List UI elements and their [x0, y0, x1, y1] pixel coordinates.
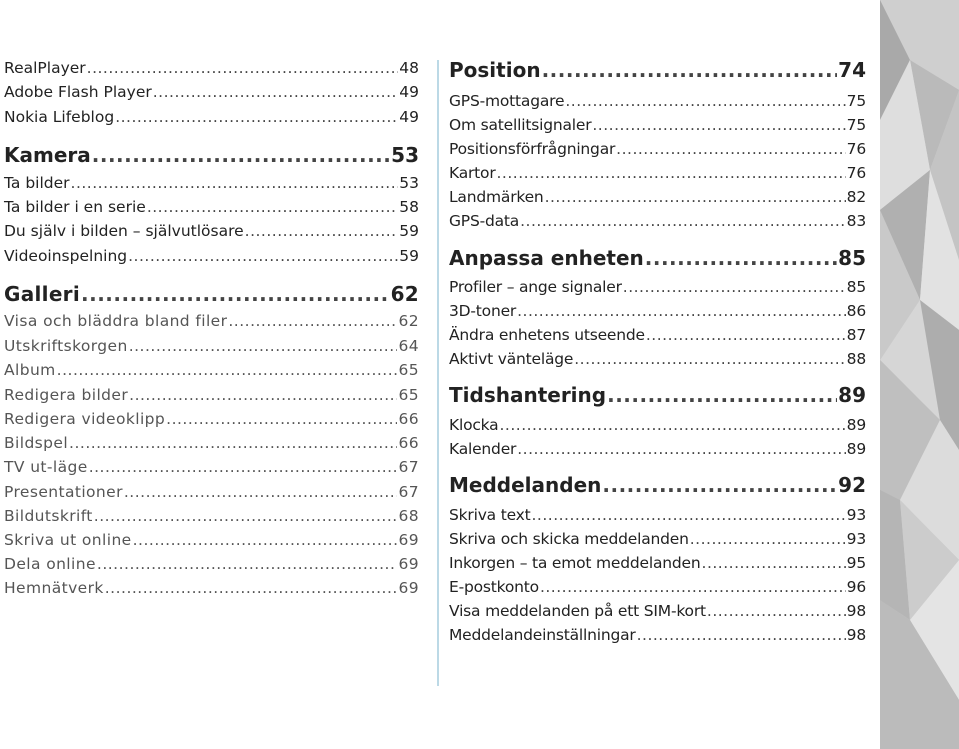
toc-entry-ta-bilder-i-en-serie[interactable]	[4, 200, 419, 216]
toc-entry-title: Galleri	[4, 282, 81, 306]
toc-entry-title: Profiler – ange signaler	[449, 278, 622, 296]
toc-entry-page: 53	[399, 174, 419, 192]
toc-entry-page: 89	[838, 383, 866, 407]
toc-entry-title: Album	[4, 361, 56, 379]
toc-entry-title: Ändra enhetens utseende	[449, 326, 645, 344]
toc-entry-page: 48	[399, 59, 419, 77]
toc-entry-page: 66	[398, 410, 419, 428]
toc-dot-leader	[540, 580, 846, 596]
toc-dot-leader	[147, 200, 398, 216]
toc-entry-title: Dela online	[4, 555, 96, 573]
toc-entry-kalender[interactable]	[449, 442, 866, 458]
toc-entry-page: 66	[398, 434, 419, 452]
toc-entry-title: Nokia Lifeblog	[4, 108, 115, 126]
toc-entry-title: Meddelandeinställningar	[449, 626, 636, 644]
toc-entry-page: 85	[846, 278, 866, 296]
toc-dot-leader	[592, 118, 845, 134]
toc-entry-tidshantering[interactable]	[449, 385, 866, 405]
toc-entry-title: Meddelanden	[449, 473, 602, 497]
toc-entry-videoinspelning[interactable]	[4, 249, 419, 265]
toc-entry-title: Kamera	[4, 143, 91, 167]
toc-dot-leader	[153, 85, 399, 101]
toc-entry-page: 82	[846, 188, 866, 206]
toc-entry-title: 3D-toner	[449, 302, 517, 320]
toc-entry-title: Tidshantering	[449, 383, 607, 407]
toc-entry-album[interactable]	[4, 363, 419, 379]
toc-entry-title: Position	[449, 58, 541, 82]
toc-entry-visa-och-bladdra-bland-filer[interactable]	[4, 314, 419, 330]
toc-entry-page: 65	[398, 361, 419, 379]
toc-entry-title: Positionsförfrågningar	[449, 140, 616, 158]
toc-entry-title: Anpassa enheten	[449, 246, 644, 270]
toc-entry-position[interactable]	[449, 60, 866, 80]
toc-entry-page: 59	[399, 222, 419, 240]
toc-entry-positionsforfragningar[interactable]	[449, 142, 866, 158]
toc-entry-title: Skriva och skicka meddelanden	[449, 530, 689, 548]
toc-dot-leader	[97, 557, 398, 573]
toc-entry-title: RealPlayer	[4, 59, 86, 77]
toc-dot-leader	[105, 581, 398, 597]
toc-entry-title: Kalender	[449, 440, 517, 458]
toc-entry-page: 88	[846, 350, 866, 368]
toc-dot-leader	[565, 94, 845, 110]
toc-entry-andra-enhetens-utseende[interactable]	[449, 328, 866, 344]
toc-dot-leader	[517, 442, 845, 458]
toc-entry-ta-bilder[interactable]	[4, 176, 419, 192]
toc-entry-title: Videoinspelning	[4, 247, 128, 265]
toc-entry-title: TV ut-läge	[4, 458, 88, 476]
toc-entry-title: Bildutskrift	[4, 507, 93, 525]
toc-dot-leader	[574, 352, 845, 368]
toc-entry-page: 74	[838, 58, 866, 82]
toc-dot-leader	[87, 61, 399, 77]
toc-entry-profiler-ange-signaler[interactable]	[449, 280, 866, 296]
toc-dot-leader	[245, 224, 399, 240]
column-divider	[437, 60, 439, 686]
toc-entry-page: 59	[399, 247, 419, 265]
toc-entry-du-sjalv-i-bilden-sjalvutlosare[interactable]	[4, 224, 419, 240]
toc-entry-page: 89	[846, 416, 866, 434]
toc-entry-title: Klocka	[449, 416, 499, 434]
toc-entry-title: Du själv i bilden – självutlösare	[4, 222, 244, 240]
toc-entry-skriva-och-skicka-meddelanden[interactable]	[449, 532, 866, 548]
toc-entry-page: 98	[846, 626, 866, 644]
toc-entry-om-satellitsignaler[interactable]	[449, 118, 866, 134]
toc-dot-leader	[499, 418, 845, 434]
geometric-pattern-icon	[880, 0, 959, 749]
toc-dot-leader	[129, 339, 398, 355]
toc-entry-page: 87	[846, 326, 866, 344]
toc-entry-page: 67	[398, 483, 419, 501]
toc-dot-leader	[57, 363, 398, 379]
toc-entry-title: Inkorgen – ta emot meddelanden	[449, 554, 701, 572]
toc-entry-bildspel[interactable]	[4, 436, 419, 452]
toc-entry-page: 67	[398, 458, 419, 476]
toc-entry-page: 65	[398, 386, 419, 404]
toc-entry-nokia-lifeblog[interactable]	[4, 110, 419, 126]
toc-entry-title: Ta bilder	[4, 174, 70, 192]
toc-entry-page: 93	[846, 506, 866, 524]
toc-entry-page: 89	[846, 440, 866, 458]
toc-entry-page: 62	[398, 312, 419, 330]
toc-entry-page: 83	[846, 212, 866, 230]
toc-entry-title: GPS-mottagare	[449, 92, 565, 110]
toc-dot-leader	[228, 314, 397, 330]
toc-entry-visa-meddelanden-pa-ett-sim-kort[interactable]	[449, 604, 866, 620]
toc-entry-kamera[interactable]	[4, 145, 419, 165]
toc-entry-page: 58	[399, 198, 419, 216]
toc-entry-page: 92	[838, 473, 866, 497]
toc-entry-page: 64	[398, 337, 419, 355]
toc-dot-leader	[166, 412, 397, 428]
toc-entry-gps-mottagare[interactable]	[449, 94, 866, 110]
toc-entry-hemnatverk[interactable]	[4, 581, 419, 597]
toc-dot-leader	[607, 385, 837, 405]
toc-entry-title: Kartor	[449, 164, 496, 182]
toc-entry-title: Utskriftskorgen	[4, 337, 128, 355]
toc-entry-adobe-flash-player[interactable]	[4, 85, 419, 101]
toc-dot-leader	[707, 604, 846, 620]
toc-entry-page: 49	[399, 108, 419, 126]
toc-entry-meddelandeinstallningar[interactable]	[449, 628, 866, 644]
toc-entry-page: 69	[398, 555, 419, 573]
toc-entry-realplayer[interactable]	[4, 61, 419, 77]
toc-entry-page: 75	[846, 92, 866, 110]
toc-dot-leader	[71, 176, 399, 192]
toc-dot-leader	[69, 436, 397, 452]
toc-dot-leader	[645, 248, 837, 268]
toc-dot-leader	[545, 190, 846, 206]
toc-entry-bildutskrift[interactable]	[4, 509, 419, 525]
toc-dot-leader	[115, 110, 398, 126]
toc-dot-leader	[646, 328, 846, 344]
toc-dot-leader	[690, 532, 846, 548]
toc-dot-leader	[128, 249, 398, 265]
toc-dot-leader	[497, 166, 846, 182]
toc-entry-title: Adobe Flash Player	[4, 83, 152, 101]
toc-entry-title: Skriva text	[449, 506, 531, 524]
toc-entry-page: 75	[846, 116, 866, 134]
toc-dot-leader	[616, 142, 846, 158]
toc-entry-anpassa-enheten[interactable]	[449, 248, 866, 268]
toc-entry-title: Visa och bläddra bland filer	[4, 312, 228, 330]
toc-entry-title: Om satellitsignaler	[449, 116, 592, 134]
toc-entry-page: 86	[846, 302, 866, 320]
toc-dot-leader	[89, 460, 398, 476]
toc-entry-meddelanden[interactable]	[449, 475, 866, 495]
toc-entry-page: 85	[838, 246, 866, 270]
toc-entry-page: 95	[846, 554, 866, 572]
toc-entry-page: 69	[398, 531, 419, 549]
toc-dot-leader	[129, 388, 397, 404]
toc-entry-page: 98	[846, 602, 866, 620]
toc-entry-inkorgen-ta-emot-meddelanden[interactable]	[449, 556, 866, 572]
toc-entry-page: 68	[398, 507, 419, 525]
toc-entry-title: Ta bilder i en serie	[4, 198, 146, 216]
toc-entry-aktivt-vantelage[interactable]	[449, 352, 866, 368]
toc-dot-leader	[702, 556, 846, 572]
toc-entry-page: 69	[398, 579, 419, 597]
toc-entry-redigera-videoklipp[interactable]	[4, 412, 419, 428]
toc-entry-presentationer[interactable]	[4, 485, 419, 501]
toc-dot-leader	[602, 475, 837, 495]
toc-entry-kartor[interactable]	[449, 166, 866, 182]
toc-dot-leader	[81, 284, 390, 304]
toc-entry-page: 93	[846, 530, 866, 548]
toc-entry-skriva-text[interactable]	[449, 508, 866, 524]
toc-entry-tv-ut-lage[interactable]	[4, 460, 419, 476]
toc-entry-utskriftskorgen[interactable]	[4, 339, 419, 355]
toc-entry-title: Aktivt vänteläge	[449, 350, 574, 368]
toc-entry-title: Skriva ut online	[4, 531, 132, 549]
toc-entry-title: Redigera videoklipp	[4, 410, 166, 428]
toc-entry-page: 76	[846, 164, 866, 182]
toc-entry-page: 49	[399, 83, 419, 101]
toc-dot-leader	[623, 280, 846, 296]
toc-entry-landmarken[interactable]	[449, 190, 866, 206]
toc-entry-title: Hemnätverk	[4, 579, 104, 597]
toc-entry-skriva-ut-online[interactable]	[4, 533, 419, 549]
toc-entry-title: E-postkonto	[449, 578, 539, 596]
toc-entry-title: Redigera bilder	[4, 386, 129, 404]
toc-dot-leader	[92, 145, 390, 165]
toc-entry-3d-toner[interactable]	[449, 304, 866, 320]
toc-dot-leader	[124, 485, 398, 501]
toc-dot-leader	[637, 628, 846, 644]
toc-entry-title: Landmärken	[449, 188, 544, 206]
toc-dot-leader	[133, 533, 398, 549]
toc-entry-klocka[interactable]	[449, 418, 866, 434]
toc-dot-leader	[517, 304, 846, 320]
toc-entry-page: 76	[846, 140, 866, 158]
toc-dot-leader	[520, 214, 846, 230]
toc-entry-redigera-bilder[interactable]	[4, 388, 419, 404]
toc-dot-leader	[94, 509, 398, 525]
toc-entry-dela-online[interactable]	[4, 557, 419, 573]
toc-entry-gps-data[interactable]	[449, 214, 866, 230]
toc-entry-title: Bildspel	[4, 434, 69, 452]
toc-entry-galleri[interactable]	[4, 284, 419, 304]
toc-entry-e-postkonto[interactable]	[449, 580, 866, 596]
toc-dot-leader	[531, 508, 845, 524]
toc-entry-title: Presentationer	[4, 483, 123, 501]
toc-entry-title: Visa meddelanden på ett SIM-kort	[449, 602, 706, 620]
toc-entry-page: 96	[846, 578, 866, 596]
toc-entry-page: 53	[391, 143, 419, 167]
toc-dot-leader	[542, 60, 838, 80]
toc-entry-page: 62	[390, 282, 419, 306]
toc-entry-title: GPS-data	[449, 212, 520, 230]
